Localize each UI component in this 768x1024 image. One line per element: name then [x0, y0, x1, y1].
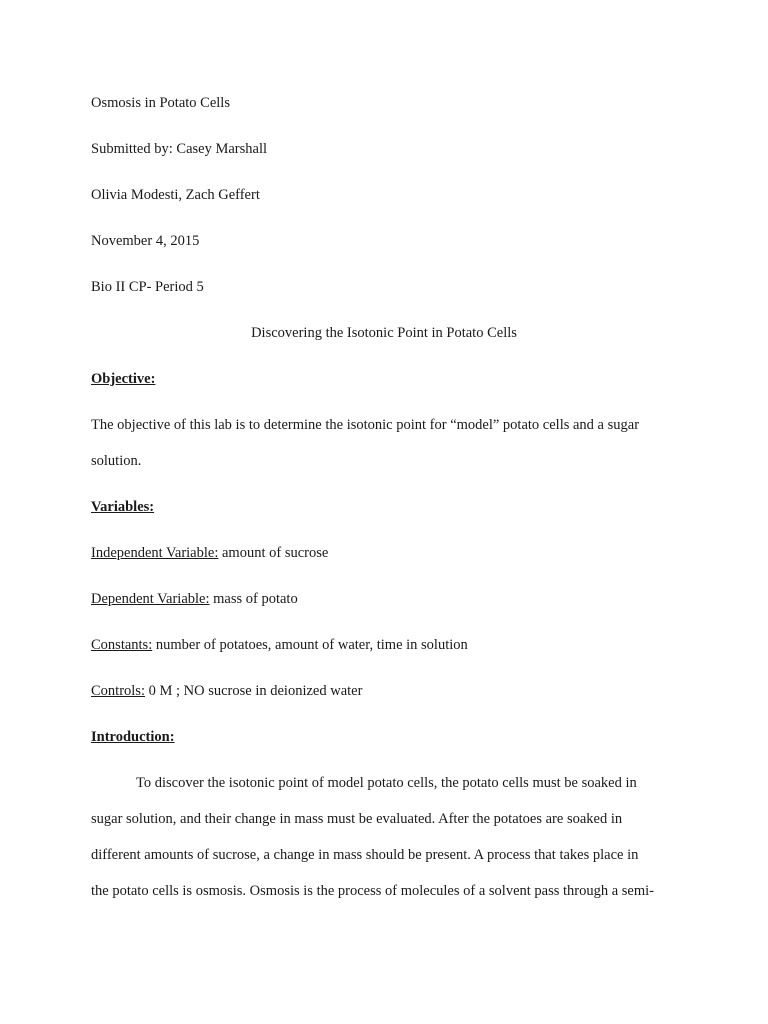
report-date: November 4, 2015 [91, 233, 200, 249]
objective-line-2: solution. [91, 453, 142, 469]
lab-partners: Olivia Modesti, Zach Geffert [91, 187, 260, 203]
independent-variable [91, 544, 681, 562]
controls-label: Controls: [91, 683, 145, 699]
dependent-variable-value: mass of potato [209, 591, 298, 607]
objective-heading: Objective: [91, 371, 156, 387]
controls [91, 682, 681, 700]
variables-heading: Variables: [91, 499, 155, 515]
dependent-variable-label: Dependent Variable: [91, 591, 210, 607]
independent-variable-value: amount of sucrose [218, 545, 329, 561]
constants-label: Constants: [91, 637, 153, 653]
objective-line-1: The objective of this lab is to determine the isotonic point for “model” potato cells and a sugar [91, 417, 640, 433]
introduction-line-3: different amounts of sucrose, a change in mass should be present. A process that takes place in [91, 847, 639, 863]
independent-variable-label: Independent Variable: [91, 545, 219, 561]
introduction-heading: Introduction: [91, 729, 175, 745]
introduction-line-1-text: To discover the isotonic point of model potato cells, the potato cells must be soaked in [136, 775, 637, 791]
controls-value: 0 M ; NO sucrose in deionized water [144, 683, 363, 699]
document-title: Osmosis in Potato Cells [91, 95, 230, 111]
constants-value: number of potatoes, amount of water, time in solution [152, 637, 468, 653]
class-period: Bio II CP- Period 5 [91, 279, 204, 295]
introduction-line-2: sugar solution, and their change in mass must be evaluated. After the potatoes are soaked in [91, 811, 623, 827]
dependent-variable [91, 590, 681, 608]
submitted-by: Submitted by: Casey Marshall [91, 141, 267, 157]
introduction-line-4: the potato cells is osmosis. Osmosis is the process of molecules of a solvent pass through a semi- [91, 883, 655, 899]
introduction-line-1 [91, 774, 681, 792]
constants [91, 636, 681, 654]
report-title: Discovering the Isotonic Point in Potato Cells [251, 325, 517, 341]
